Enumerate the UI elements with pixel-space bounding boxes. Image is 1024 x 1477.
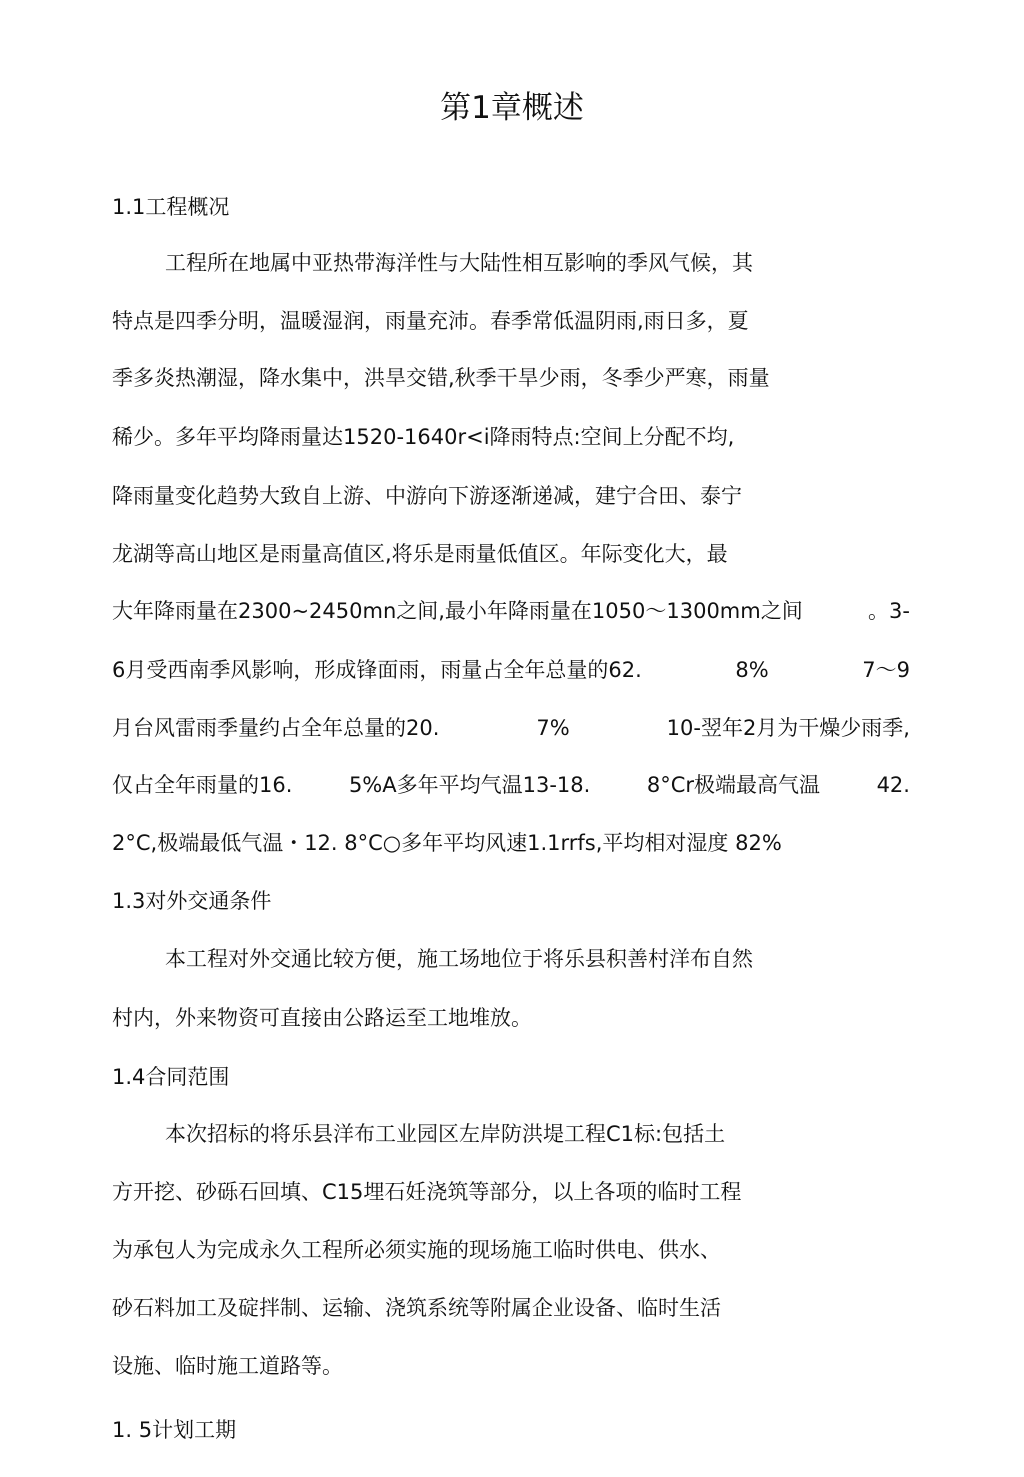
line-segment: 。3- <box>868 599 910 623</box>
line-segment: 大年降雨量在2300~2450mn之间,最小年降雨量在1050～1300mm之间 <box>112 599 803 623</box>
line-segment: 8% <box>735 658 769 682</box>
paragraph-line: 特点是四季分明，温暖湿润，雨量充沛。春季常低温阴雨,雨日多，夏 <box>112 309 749 333</box>
paragraph-line: 村内，外来物资可直接由公路运至工地堆放。 <box>112 1006 532 1030</box>
line-segment: 5%A多年平均气温13-18. <box>348 773 591 797</box>
line-segment: 8°Cr极端最高气温 <box>646 773 821 797</box>
section-heading-1-5: 1. 5计划工期 <box>112 1418 237 1442</box>
section-heading-1-1: 1.1工程概况 <box>112 195 230 219</box>
line-segment: 6月受西南季风影响，形成锋面雨，雨量占全年总量的62. <box>112 658 642 682</box>
paragraph-line: 为承包人为完成永久工程所必须实施的现场施工临时供电、供水、 <box>112 1238 721 1262</box>
paragraph-line: 季多炎热潮湿，降水集中，洪旱交错,秋季干旱少雨，冬季少严寒，雨量 <box>112 366 770 390</box>
paragraph-line: 2°C,极端最低气温・12. 8°C○多年平均风速1.1rrfs,平均相对湿度 82% <box>112 831 782 855</box>
paragraph-line: 工程所在地属中亚热带海洋性与大陆性相互影响的季风气候，其 <box>165 251 753 275</box>
paragraph-line: 设施、临时施工道路等。 <box>112 1354 343 1378</box>
line-segment: 42. <box>876 773 910 797</box>
paragraph-line: 本工程对外交通比较方便，施工场地位于将乐县积善村洋布自然 <box>165 947 753 971</box>
paragraph-line <box>112 656 910 684</box>
line-segment: 7～9 <box>862 658 910 682</box>
line-segment: 月台风雷雨季量约占全年总量的20. <box>112 716 440 740</box>
section-heading-1-3: 1.3对外交通条件 <box>112 889 272 913</box>
line-segment: 10-翌年2月为干燥少雨季, <box>666 716 910 740</box>
paragraph-line: 降雨量变化趋势大致自上游、中游向下游逐渐递减，建宁合田、泰宁 <box>112 484 742 508</box>
section-heading-1-4: 1.4合同范围 <box>112 1065 230 1089</box>
page-title: 第1章概述 <box>440 90 584 126</box>
paragraph-line <box>112 597 910 625</box>
paragraph-line: 砂石料加工及碇拌制、运输、浇筑系统等附属企业设备、临时生活 <box>112 1296 721 1320</box>
paragraph-line <box>112 714 910 742</box>
paragraph-line: 方开挖、砂砾石回填、C15埋石妊浇筑等部分，以上各项的临时工程 <box>112 1180 742 1204</box>
line-segment: 仅占全年雨量的16. <box>112 773 293 797</box>
paragraph-line: 本次招标的将乐县洋布工业园区左岸防洪堤工程C1标:包括土 <box>165 1122 726 1146</box>
paragraph-line <box>112 771 910 799</box>
paragraph-line: 稀少。多年平均降雨量达1520-1640r<i降雨特点:空间上分配不均, <box>112 425 735 449</box>
paragraph-line: 龙湖等高山地区是雨量高值区,将乐是雨量低值区。年际变化大，最 <box>112 542 728 566</box>
line-segment: 7% <box>536 716 570 740</box>
